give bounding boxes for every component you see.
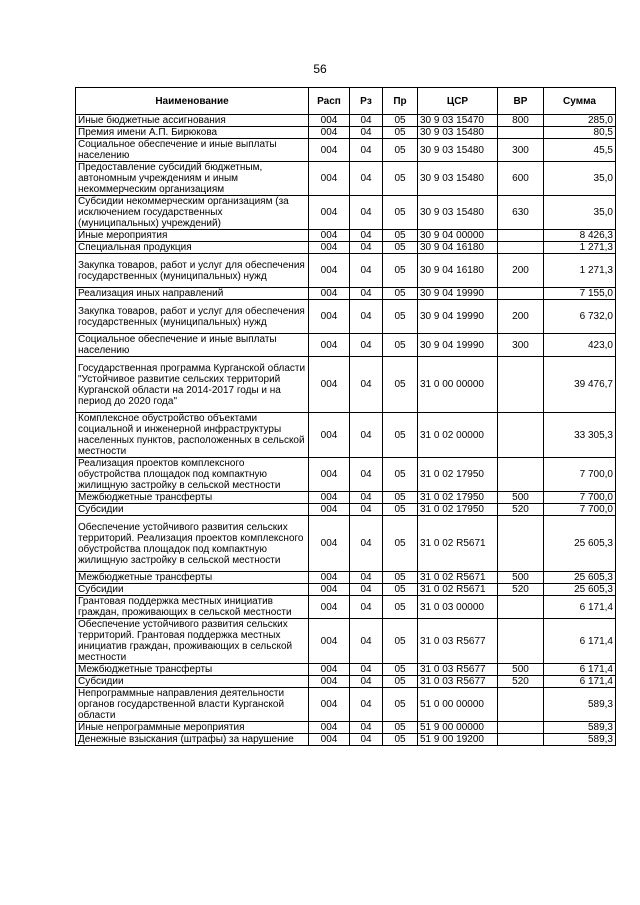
cell-sum: 589,3 [544,688,616,722]
cell-name: Межбюджетные трансферты [76,572,309,584]
cell-rz: 04 [350,584,383,596]
cell-rasp: 004 [309,162,350,196]
cell-pr: 05 [383,357,418,413]
cell-name: Предоставление субсидий бюджетным, автономным учреждениям и иным некоммерческим организациям [76,162,309,196]
cell-vr [498,242,544,254]
cell-vr [498,230,544,242]
table-row [76,492,616,504]
cell-name: Премия имени А.П. Бирюкова [76,127,309,139]
cell-pr: 05 [383,254,418,288]
cell-pr: 05 [383,722,418,734]
cell-vr [498,596,544,619]
cell-rasp: 004 [309,676,350,688]
table-row [76,664,616,676]
cell-name: Реализация проектов комплексного обустройства площадок под компактную жилищную застройку в сельской местности [76,458,309,492]
cell-vr [498,688,544,722]
cell-rasp: 004 [309,688,350,722]
cell-name: Реализация иных направлений [76,288,309,300]
cell-rz: 04 [350,596,383,619]
table-row [76,596,616,619]
cell-csr: 51 0 00 00000 [418,688,498,722]
cell-csr: 30 9 04 19990 [418,300,498,334]
cell-rasp: 004 [309,664,350,676]
cell-rasp: 004 [309,242,350,254]
cell-csr: 51 9 00 00000 [418,722,498,734]
cell-pr: 05 [383,664,418,676]
cell-pr: 05 [383,115,418,127]
cell-pr: 05 [383,230,418,242]
cell-sum: 6 732,0 [544,300,616,334]
cell-vr [498,722,544,734]
cell-vr [498,516,544,572]
cell-pr: 05 [383,584,418,596]
cell-name: Социальное обеспечение и иные выплаты населению [76,139,309,162]
cell-rasp: 004 [309,734,350,746]
cell-sum: 6 171,4 [544,664,616,676]
cell-rz: 04 [350,196,383,230]
cell-vr: 630 [498,196,544,230]
cell-rz: 04 [350,734,383,746]
cell-csr: 31 0 03 R5677 [418,676,498,688]
cell-rz: 04 [350,619,383,664]
cell-csr: 30 9 03 15480 [418,196,498,230]
cell-name: Обеспечение устойчивого развития сельских территорий. Реализация проектов комплексного обустройства площадок под компактную жилищную застройку в сельской местности [76,516,309,572]
cell-rz: 04 [350,242,383,254]
cell-csr: 31 0 03 00000 [418,596,498,619]
cell-sum: 6 171,4 [544,596,616,619]
cell-name: Социальное обеспечение и иные выплаты населению [76,334,309,357]
cell-vr: 520 [498,584,544,596]
cell-name: Иные бюджетные ассигнования [76,115,309,127]
cell-sum: 80,5 [544,127,616,139]
cell-csr: 31 0 02 R5671 [418,584,498,596]
cell-vr: 300 [498,139,544,162]
table-header-row [76,88,616,115]
cell-sum: 25 605,3 [544,516,616,572]
cell-sum: 1 271,3 [544,242,616,254]
cell-rz: 04 [350,300,383,334]
cell-name: Субсидии [76,676,309,688]
cell-vr [498,619,544,664]
cell-rasp: 004 [309,572,350,584]
cell-vr: 520 [498,676,544,688]
table-row [76,254,616,288]
cell-rz: 04 [350,334,383,357]
cell-pr: 05 [383,458,418,492]
cell-pr: 05 [383,516,418,572]
cell-name: Иные непрограммные мероприятия [76,722,309,734]
cell-sum: 285,0 [544,115,616,127]
cell-csr: 30 9 03 15480 [418,127,498,139]
table-row [76,688,616,722]
cell-rz: 04 [350,230,383,242]
cell-csr: 30 9 03 15480 [418,162,498,196]
cell-sum: 589,3 [544,734,616,746]
header-rz: Рз [350,88,383,115]
table-row [76,196,616,230]
cell-csr: 31 0 00 00000 [418,357,498,413]
cell-csr: 30 9 04 16180 [418,254,498,288]
cell-pr: 05 [383,688,418,722]
cell-sum: 39 476,7 [544,357,616,413]
cell-sum: 7 155,0 [544,288,616,300]
table-row [76,584,616,596]
cell-rz: 04 [350,413,383,458]
cell-name: Межбюджетные трансферты [76,492,309,504]
cell-name: Закупка товаров, работ и услуг для обеспечения государственных (муниципальных) нужд [76,300,309,334]
cell-rasp: 004 [309,492,350,504]
cell-vr: 600 [498,162,544,196]
cell-csr: 30 9 03 15470 [418,115,498,127]
cell-name: Обеспечение устойчивого развития сельских территорий. Грантовая поддержка местных инициатив граждан, проживающих в сельской местности [76,619,309,664]
cell-rz: 04 [350,254,383,288]
table-row [76,676,616,688]
cell-sum: 423,0 [544,334,616,357]
header-csr: ЦСР [418,88,498,115]
header-sum: Сумма [544,88,616,115]
cell-csr: 30 9 03 15480 [418,139,498,162]
cell-rasp: 004 [309,458,350,492]
cell-vr: 800 [498,115,544,127]
cell-csr: 31 0 02 17950 [418,492,498,504]
table-row [76,300,616,334]
cell-pr: 05 [383,139,418,162]
cell-vr [498,458,544,492]
table-row [76,334,616,357]
table-row [76,619,616,664]
cell-sum: 33 305,3 [544,413,616,458]
cell-sum: 6 171,4 [544,619,616,664]
cell-pr: 05 [383,596,418,619]
cell-csr: 30 9 04 19990 [418,288,498,300]
cell-rasp: 004 [309,115,350,127]
cell-sum: 6 171,4 [544,676,616,688]
table-body [76,115,616,746]
cell-rz: 04 [350,357,383,413]
cell-rasp: 004 [309,357,350,413]
cell-pr: 05 [383,127,418,139]
cell-rasp: 004 [309,139,350,162]
cell-sum: 589,3 [544,722,616,734]
table-row [76,722,616,734]
cell-csr: 30 9 04 19990 [418,334,498,357]
table-row [76,230,616,242]
header-name: Наименование [76,88,309,115]
cell-rasp: 004 [309,596,350,619]
cell-pr: 05 [383,492,418,504]
header-rasp: Расп [309,88,350,115]
cell-vr [498,288,544,300]
table-row [76,516,616,572]
cell-sum: 25 605,3 [544,584,616,596]
cell-rasp: 004 [309,516,350,572]
cell-vr [498,357,544,413]
budget-table [75,87,616,746]
table-row [76,115,616,127]
cell-rz: 04 [350,688,383,722]
cell-rasp: 004 [309,584,350,596]
cell-rasp: 004 [309,127,350,139]
table-row [76,572,616,584]
cell-rasp: 004 [309,334,350,357]
cell-rasp: 004 [309,254,350,288]
cell-vr [498,127,544,139]
cell-name: Государственная программа Курганской области "Устойчивое развитие сельских территорий Курганской области на 2014-2017 годы и на период до 2020 года" [76,357,309,413]
cell-rasp: 004 [309,288,350,300]
cell-name: Специальная продукция [76,242,309,254]
cell-pr: 05 [383,619,418,664]
cell-name: Субсидии [76,504,309,516]
cell-rz: 04 [350,115,383,127]
table-row [76,162,616,196]
cell-vr: 520 [498,504,544,516]
cell-pr: 05 [383,504,418,516]
cell-rz: 04 [350,162,383,196]
cell-sum: 7 700,0 [544,492,616,504]
table-row [76,357,616,413]
cell-vr: 500 [498,572,544,584]
cell-rasp: 004 [309,722,350,734]
cell-rasp: 004 [309,619,350,664]
cell-name: Грантовая поддержка местных инициатив граждан, проживающих в сельской местности [76,596,309,619]
cell-csr: 30 9 04 00000 [418,230,498,242]
cell-vr: 500 [498,664,544,676]
table-row [76,139,616,162]
cell-csr: 30 9 04 16180 [418,242,498,254]
cell-rz: 04 [350,492,383,504]
cell-rz: 04 [350,676,383,688]
cell-rz: 04 [350,664,383,676]
table-row [76,458,616,492]
cell-pr: 05 [383,734,418,746]
cell-csr: 31 0 02 R5671 [418,572,498,584]
cell-rz: 04 [350,127,383,139]
header-pr: Пр [383,88,418,115]
cell-csr: 31 0 02 00000 [418,413,498,458]
cell-sum: 25 605,3 [544,572,616,584]
cell-csr: 31 0 03 R5677 [418,664,498,676]
cell-name: Межбюджетные трансферты [76,664,309,676]
cell-csr: 31 0 02 R5671 [418,516,498,572]
cell-name: Денежные взыскания (штрафы) за нарушение [76,734,309,746]
cell-sum: 8 426,3 [544,230,616,242]
cell-rz: 04 [350,458,383,492]
cell-pr: 05 [383,162,418,196]
cell-name: Закупка товаров, работ и услуг для обеспечения государственных (муниципальных) нужд [76,254,309,288]
cell-vr [498,413,544,458]
page-number: 56 [313,62,327,76]
cell-vr: 300 [498,334,544,357]
table-row [76,288,616,300]
cell-rasp: 004 [309,230,350,242]
cell-rz: 04 [350,504,383,516]
cell-rz: 04 [350,288,383,300]
cell-sum: 35,0 [544,162,616,196]
cell-rasp: 004 [309,300,350,334]
cell-rz: 04 [350,572,383,584]
table-row [76,127,616,139]
table-row [76,242,616,254]
table-row [76,734,616,746]
cell-pr: 05 [383,288,418,300]
cell-rasp: 004 [309,196,350,230]
cell-sum: 7 700,0 [544,458,616,492]
cell-sum: 7 700,0 [544,504,616,516]
cell-pr: 05 [383,334,418,357]
cell-pr: 05 [383,676,418,688]
cell-pr: 05 [383,572,418,584]
cell-pr: 05 [383,196,418,230]
cell-vr: 500 [498,492,544,504]
cell-name: Иные мероприятия [76,230,309,242]
cell-rz: 04 [350,516,383,572]
cell-sum: 1 271,3 [544,254,616,288]
table-row [76,413,616,458]
cell-csr: 51 9 00 19200 [418,734,498,746]
cell-rz: 04 [350,722,383,734]
cell-rasp: 004 [309,413,350,458]
cell-sum: 45,5 [544,139,616,162]
cell-pr: 05 [383,413,418,458]
cell-rz: 04 [350,139,383,162]
cell-name: Комплексное обустройство объектами социальной и инженерной инфраструктуры населенных пунктов, расположенных в сельской местности [76,413,309,458]
cell-rasp: 004 [309,504,350,516]
table-row [76,504,616,516]
cell-vr: 200 [498,300,544,334]
cell-csr: 31 0 03 R5677 [418,619,498,664]
cell-vr: 200 [498,254,544,288]
header-vr: ВР [498,88,544,115]
cell-pr: 05 [383,242,418,254]
cell-csr: 31 0 02 17950 [418,504,498,516]
cell-name: Непрограммные направления деятельности органов государственной власти Курганской области [76,688,309,722]
cell-pr: 05 [383,300,418,334]
cell-csr: 31 0 02 17950 [418,458,498,492]
cell-vr [498,734,544,746]
cell-name: Субсидии [76,584,309,596]
cell-name: Субсидии некоммерческим организациям (за исключением государственных (муниципальных) учреждений) [76,196,309,230]
cell-sum: 35,0 [544,196,616,230]
